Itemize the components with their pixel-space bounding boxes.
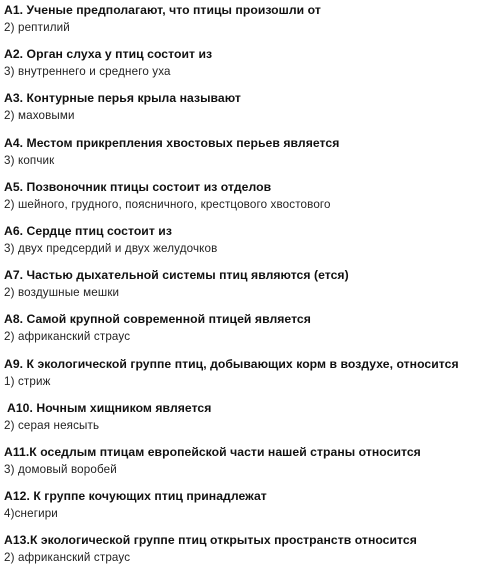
question-text: А7. Частью дыхательной системы птиц являются (ется)	[4, 268, 349, 283]
answer-text: 1) стриж	[4, 374, 51, 388]
answer-text: 4)снегири	[4, 507, 58, 521]
quiz-item-a7	[4, 265, 480, 309]
question-text: А13.К экологической группе птиц открытых пространств относится	[4, 533, 417, 548]
question-text: А3. Контурные перья крыла называют	[4, 91, 241, 106]
answer-text: 2) шейного, грудного, поясничного, крестцового хвостового	[4, 197, 331, 211]
quiz-item-a11	[4, 442, 480, 486]
answer-text: 2) воздушные мешки	[4, 286, 120, 300]
question-text: А1. Ученые предполагают, что птицы произошли от	[4, 3, 321, 17]
quiz-item-a13	[4, 530, 480, 574]
answer-text: 2) маховыми	[4, 109, 75, 123]
question-text: А4. Местом прикрепления хвостовых перьев является	[4, 135, 340, 150]
quiz-item-a4	[4, 133, 480, 177]
answer-text: 2) африканский страус	[4, 551, 131, 565]
question-text: А10. Ночным хищником является	[7, 400, 212, 415]
question-text: А5. Позвоночник птицы состоит из отделов	[4, 179, 272, 194]
answer-text: 2) серая неясыть	[4, 418, 100, 432]
question-text: А12. К группе кочующих птиц принадлежат	[4, 489, 267, 504]
answer-text: 3) копчик	[4, 153, 55, 167]
answer-text: 3) домовый воробей	[4, 462, 117, 476]
answer-text: 3) двух предсердий и двух желудочков	[4, 241, 218, 255]
quiz-item-a2	[4, 44, 480, 88]
question-text: А8. Самой крупной современной птицей является	[4, 312, 311, 327]
quiz-item-a10	[4, 398, 480, 442]
quiz-item-a6	[4, 221, 480, 265]
quiz-item-a12	[4, 486, 480, 530]
question-text: А6. Сердце птиц состоит из	[4, 223, 172, 238]
quiz-item-a3	[4, 88, 480, 132]
answer-text: 2) рептилий	[4, 21, 70, 34]
quiz-item-a1	[4, 0, 480, 44]
quiz-list	[4, 0, 480, 574]
question-text: А11.К оседлым птицам европейской части нашей страны относится	[4, 444, 421, 459]
answer-text: 2) африканский страус	[4, 330, 131, 344]
answer-text: 3) внутреннего и среднего уха	[4, 65, 171, 79]
question-text: А9. К экологической группе птиц, добывающих корм в воздухе, относится	[4, 356, 459, 371]
quiz-item-a5	[4, 177, 480, 221]
quiz-item-a8	[4, 309, 480, 353]
question-text: А2. Орган слуха у птиц состоит из	[4, 47, 213, 62]
quiz-item-a9	[4, 354, 480, 398]
